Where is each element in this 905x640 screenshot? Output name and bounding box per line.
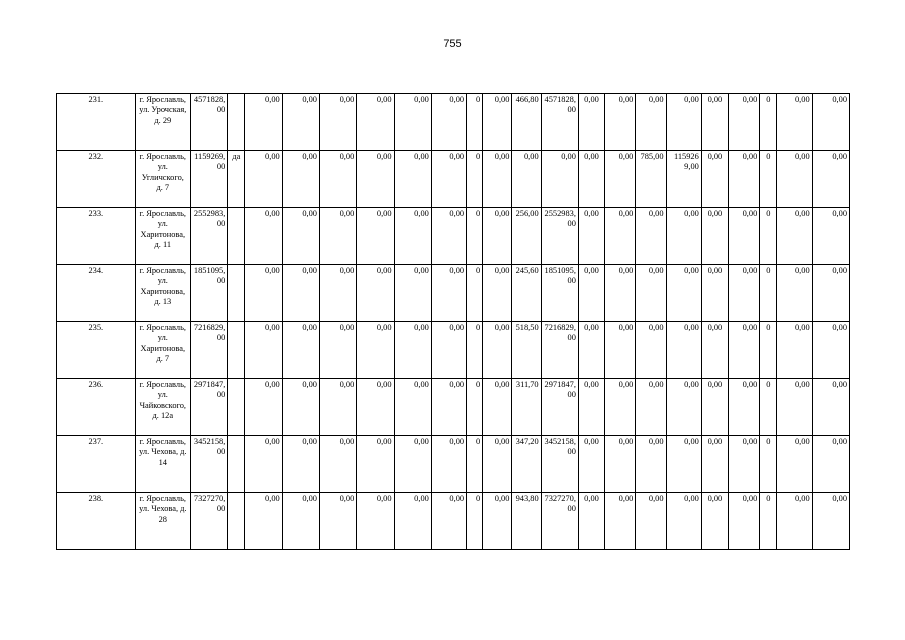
value-cell-c23: 0,00 (812, 493, 849, 550)
value-cell-c6: 0,00 (282, 322, 319, 379)
value-cell-c23: 0,00 (812, 322, 849, 379)
value-cell-c5: 0,00 (245, 208, 282, 265)
address-cell: г. Ярославль, ул. Харитонова, д. 13 (135, 265, 190, 322)
address-cell: г. Ярославль, ул. Харитонова, д. 7 (135, 322, 190, 379)
value-cell-c14: 2552983,00 (541, 208, 578, 265)
value-cell-c6: 0,00 (282, 436, 319, 493)
value-cell-c15: 0,00 (578, 94, 604, 151)
value-cell-c15: 0,00 (578, 493, 604, 550)
value-cell-c13: 245,60 (512, 265, 541, 322)
value-cell-c15: 0,00 (578, 151, 604, 208)
value-cell-c13: 0,00 (512, 151, 541, 208)
value-cell-c18: 0,00 (666, 208, 701, 265)
value-cell-c5: 0,00 (245, 322, 282, 379)
value-cell-c9: 0,00 (394, 493, 431, 550)
value-cell-c7: 0,00 (319, 94, 356, 151)
value-cell-c10: 0,00 (431, 208, 466, 265)
value-cell-c22: 0,00 (777, 436, 812, 493)
value-cell-c21: 0 (760, 436, 777, 493)
value-cell-c14: 4571828,00 (541, 94, 578, 151)
value-cell-c21: 0 (760, 265, 777, 322)
page-number: 755 (443, 38, 462, 50)
value-cell-c16: 0,00 (605, 94, 636, 151)
value-cell-c16: 0,00 (605, 208, 636, 265)
value-cell-c9: 0,00 (394, 322, 431, 379)
value-cell-c16: 0,00 (605, 436, 636, 493)
value-cell-c8: 0,00 (357, 436, 394, 493)
value-cell-c3: 7327270,00 (191, 493, 228, 550)
value-cell-c18: 1159269,00 (666, 151, 701, 208)
row-number-cell: 234. (57, 265, 136, 322)
address-cell: г. Ярославль, ул. Угличского, д. 7 (135, 151, 190, 208)
value-cell-c22: 0,00 (777, 265, 812, 322)
value-cell-c20: 0,00 (729, 151, 760, 208)
value-cell-c7: 0,00 (319, 265, 356, 322)
table-row (57, 94, 850, 151)
value-cell-c21: 0 (760, 208, 777, 265)
value-cell-c22: 0,00 (777, 151, 812, 208)
value-cell-c18: 0,00 (666, 379, 701, 436)
value-cell-c11: 0 (467, 94, 483, 151)
value-cell-c9: 0,00 (394, 208, 431, 265)
value-cell-c13: 518,50 (512, 322, 541, 379)
value-cell-c7: 0,00 (319, 493, 356, 550)
value-cell-c6: 0,00 (282, 208, 319, 265)
value-cell-c23: 0,00 (812, 94, 849, 151)
row-number-cell: 237. (57, 436, 136, 493)
value-cell-c22: 0,00 (777, 208, 812, 265)
value-cell-c6: 0,00 (282, 379, 319, 436)
value-cell-c11: 0 (467, 322, 483, 379)
value-cell-c11: 0 (467, 493, 483, 550)
value-cell-c19: 0,00 (701, 151, 728, 208)
value-cell-c13: 311,70 (512, 379, 541, 436)
value-cell-c6: 0,00 (282, 493, 319, 550)
table-row (57, 379, 850, 436)
value-cell-c3: 3452158,00 (191, 436, 228, 493)
table-row (57, 436, 850, 493)
value-cell-c22: 0,00 (777, 94, 812, 151)
value-cell-c13: 466,80 (512, 94, 541, 151)
value-cell-c23: 0,00 (812, 208, 849, 265)
value-cell-c4 (228, 493, 245, 550)
value-cell-c18: 0,00 (666, 322, 701, 379)
value-cell-c16: 0,00 (605, 379, 636, 436)
address-cell: г. Ярославль, ул. Чехова, д. 14 (135, 436, 190, 493)
value-cell-c13: 256,00 (512, 208, 541, 265)
value-cell-c15: 0,00 (578, 322, 604, 379)
value-cell-c4 (228, 322, 245, 379)
value-cell-c19: 0,00 (701, 322, 728, 379)
value-cell-c10: 0,00 (431, 151, 466, 208)
value-cell-c12: 0,00 (483, 265, 512, 322)
value-cell-c7: 0,00 (319, 151, 356, 208)
value-cell-c11: 0 (467, 379, 483, 436)
value-cell-c8: 0,00 (357, 151, 394, 208)
address-cell: г. Ярославль, ул. Чайковского, д. 12а (135, 379, 190, 436)
value-cell-c22: 0,00 (777, 493, 812, 550)
value-cell-c3: 1851095,00 (191, 265, 228, 322)
value-cell-c21: 0 (760, 322, 777, 379)
value-cell-c10: 0,00 (431, 379, 466, 436)
value-cell-c17: 0,00 (636, 322, 666, 379)
value-cell-c4 (228, 379, 245, 436)
value-cell-c17: 0,00 (636, 436, 666, 493)
value-cell-c7: 0,00 (319, 208, 356, 265)
value-cell-c14: 0,00 (541, 151, 578, 208)
value-cell-c20: 0,00 (729, 379, 760, 436)
value-cell-c4: да (228, 151, 245, 208)
value-cell-c9: 0,00 (394, 94, 431, 151)
table-row (57, 265, 850, 322)
table-row (57, 208, 850, 265)
value-cell-c3: 4571828,00 (191, 94, 228, 151)
value-cell-c17: 0,00 (636, 94, 666, 151)
value-cell-c13: 943,80 (512, 493, 541, 550)
value-cell-c17: 0,00 (636, 208, 666, 265)
value-cell-c10: 0,00 (431, 493, 466, 550)
value-cell-c4 (228, 436, 245, 493)
value-cell-c9: 0,00 (394, 436, 431, 493)
value-cell-c13: 347,20 (512, 436, 541, 493)
value-cell-c4 (228, 208, 245, 265)
value-cell-c6: 0,00 (282, 265, 319, 322)
value-cell-c4 (228, 94, 245, 151)
value-cell-c20: 0,00 (729, 208, 760, 265)
value-cell-c19: 0,00 (701, 436, 728, 493)
value-cell-c23: 0,00 (812, 379, 849, 436)
value-cell-c23: 0,00 (812, 436, 849, 493)
value-cell-c22: 0,00 (777, 322, 812, 379)
value-cell-c21: 0 (760, 94, 777, 151)
value-cell-c18: 0,00 (666, 94, 701, 151)
value-cell-c16: 0,00 (605, 265, 636, 322)
value-cell-c22: 0,00 (777, 379, 812, 436)
value-cell-c9: 0,00 (394, 151, 431, 208)
value-cell-c20: 0,00 (729, 94, 760, 151)
value-cell-c9: 0,00 (394, 265, 431, 322)
value-cell-c23: 0,00 (812, 151, 849, 208)
address-cell: г. Ярославль, ул. Харитонова, д. 11 (135, 208, 190, 265)
value-cell-c21: 0 (760, 379, 777, 436)
value-cell-c19: 0,00 (701, 208, 728, 265)
value-cell-c12: 0,00 (483, 379, 512, 436)
value-cell-c23: 0,00 (812, 265, 849, 322)
value-cell-c5: 0,00 (245, 436, 282, 493)
value-cell-c17: 785,00 (636, 151, 666, 208)
value-cell-c6: 0,00 (282, 94, 319, 151)
value-cell-c7: 0,00 (319, 322, 356, 379)
value-cell-c11: 0 (467, 151, 483, 208)
row-number-cell: 235. (57, 322, 136, 379)
value-cell-c8: 0,00 (357, 94, 394, 151)
value-cell-c6: 0,00 (282, 151, 319, 208)
value-cell-c21: 0 (760, 493, 777, 550)
value-cell-c12: 0,00 (483, 94, 512, 151)
value-cell-c8: 0,00 (357, 379, 394, 436)
value-cell-c7: 0,00 (319, 436, 356, 493)
value-cell-c20: 0,00 (729, 436, 760, 493)
value-cell-c9: 0,00 (394, 379, 431, 436)
value-cell-c16: 0,00 (605, 493, 636, 550)
value-cell-c20: 0,00 (729, 265, 760, 322)
table-row (57, 322, 850, 379)
value-cell-c14: 7327270,00 (541, 493, 578, 550)
value-cell-c12: 0,00 (483, 322, 512, 379)
value-cell-c20: 0,00 (729, 493, 760, 550)
value-cell-c11: 0 (467, 436, 483, 493)
value-cell-c10: 0,00 (431, 436, 466, 493)
value-cell-c5: 0,00 (245, 493, 282, 550)
value-cell-c8: 0,00 (357, 322, 394, 379)
value-cell-c18: 0,00 (666, 265, 701, 322)
value-cell-c3: 7216829,00 (191, 322, 228, 379)
data-table (56, 93, 850, 550)
value-cell-c5: 0,00 (245, 379, 282, 436)
value-cell-c10: 0,00 (431, 322, 466, 379)
value-cell-c18: 0,00 (666, 493, 701, 550)
value-cell-c5: 0,00 (245, 265, 282, 322)
value-cell-c7: 0,00 (319, 379, 356, 436)
address-cell: г. Ярославль, ул. Урочская, д. 29 (135, 94, 190, 151)
value-cell-c19: 0,00 (701, 493, 728, 550)
value-cell-c11: 0 (467, 265, 483, 322)
value-cell-c12: 0,00 (483, 493, 512, 550)
table-row (57, 493, 850, 550)
value-cell-c16: 0,00 (605, 322, 636, 379)
value-cell-c16: 0,00 (605, 151, 636, 208)
value-cell-c21: 0 (760, 151, 777, 208)
address-cell: г. Ярославль, ул. Чехова, д. 28 (135, 493, 190, 550)
value-cell-c15: 0,00 (578, 379, 604, 436)
value-cell-c17: 0,00 (636, 265, 666, 322)
value-cell-c8: 0,00 (357, 265, 394, 322)
value-cell-c15: 0,00 (578, 436, 604, 493)
value-cell-c8: 0,00 (357, 493, 394, 550)
value-cell-c19: 0,00 (701, 379, 728, 436)
value-cell-c5: 0,00 (245, 94, 282, 151)
value-cell-c4 (228, 265, 245, 322)
row-number-cell: 238. (57, 493, 136, 550)
value-cell-c12: 0,00 (483, 208, 512, 265)
row-number-cell: 231. (57, 94, 136, 151)
value-cell-c20: 0,00 (729, 322, 760, 379)
value-cell-c19: 0,00 (701, 265, 728, 322)
row-number-cell: 233. (57, 208, 136, 265)
value-cell-c14: 7216829,00 (541, 322, 578, 379)
value-cell-c19: 0,00 (701, 94, 728, 151)
value-cell-c14: 3452158,00 (541, 436, 578, 493)
row-number-cell: 232. (57, 151, 136, 208)
value-cell-c8: 0,00 (357, 208, 394, 265)
value-cell-c5: 0,00 (245, 151, 282, 208)
value-cell-c10: 0,00 (431, 94, 466, 151)
value-cell-c15: 0,00 (578, 265, 604, 322)
value-cell-c14: 2971847,00 (541, 379, 578, 436)
value-cell-c12: 0,00 (483, 151, 512, 208)
value-cell-c12: 0,00 (483, 436, 512, 493)
value-cell-c3: 1159269,00 (191, 151, 228, 208)
value-cell-c10: 0,00 (431, 265, 466, 322)
value-cell-c3: 2971847,00 (191, 379, 228, 436)
row-number-cell: 236. (57, 379, 136, 436)
value-cell-c11: 0 (467, 208, 483, 265)
value-cell-c14: 1851095,00 (541, 265, 578, 322)
value-cell-c18: 0,00 (666, 436, 701, 493)
value-cell-c17: 0,00 (636, 379, 666, 436)
value-cell-c17: 0,00 (636, 493, 666, 550)
value-cell-c3: 2552983,00 (191, 208, 228, 265)
table-row (57, 151, 850, 208)
value-cell-c15: 0,00 (578, 208, 604, 265)
